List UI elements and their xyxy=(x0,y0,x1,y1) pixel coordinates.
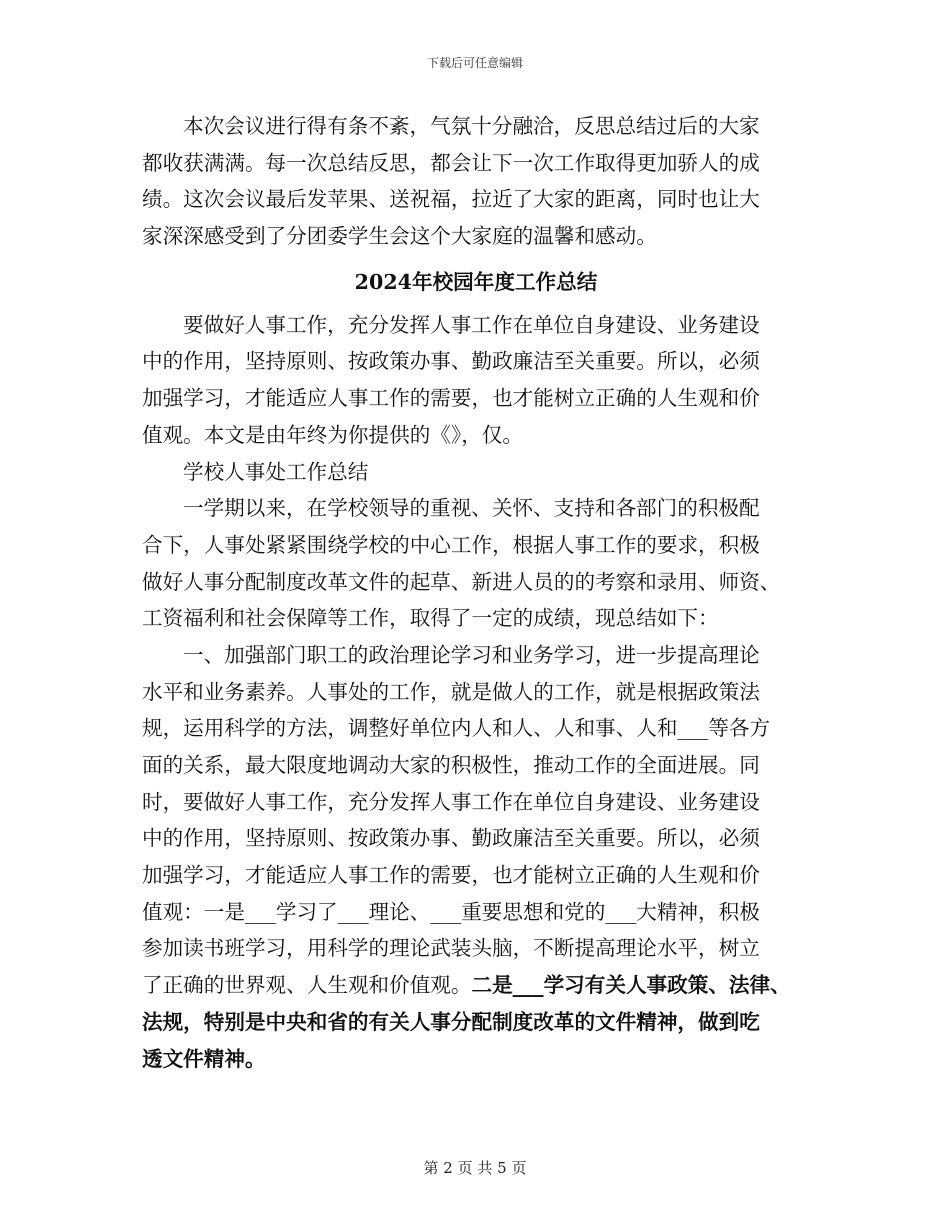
text-line: 水平和业务素养。人事处的工作，就是做人的工作，就是根据政策法 xyxy=(142,679,760,704)
text-line: 家深深感受到了分团委学生会这个大家庭的温馨和感动。 xyxy=(142,224,657,249)
text-line: 时，要做好人事工作，充分发挥人事工作在单位自身建设、业务建设 xyxy=(142,789,760,814)
paragraph-1 xyxy=(142,108,810,255)
text-line: 中的作用，坚持原则、按政策办事、勤政廉洁至关重要。所以，必须 xyxy=(142,349,760,374)
text-line: 都收获满满。每一次总结反思，都会让下一次工作取得更加骄人的成 xyxy=(142,150,760,175)
text-line: 要做好人事工作，充分发挥人事工作在单位自身建设、业务建设 xyxy=(183,312,760,337)
text-line: 参加读书班学习，用科学的理论武装头脑，不断提高理论水平，树立 xyxy=(142,936,760,961)
section-subheading: 学校人事处工作总结 xyxy=(183,459,369,484)
text-line: 加强学习，才能适应人事工作的需要，也才能树立正确的人生观和价 xyxy=(142,386,760,411)
text-line: 中的作用，坚持原则、按政策办事、勤政廉洁至关重要。所以，必须 xyxy=(142,826,760,851)
paragraph-5-bold xyxy=(142,1004,810,1077)
text-line: 透文件精神。 xyxy=(142,1046,266,1071)
text-line: 面的关系，最大限度地调动大家的积极性，推动工作的全面进展。同 xyxy=(142,753,760,777)
text-line: 本次会议进行得有条不紊，气氛十分融洽，反思总结过后的大家 xyxy=(183,114,760,138)
text-line: 绩。这次会议最后发苹果、送祝福，拉近了大家的距离，同时也让大 xyxy=(142,187,760,212)
text-line: 一、加强部门职工的政治理论学习和业务学习，进一步提高理论 xyxy=(183,642,760,667)
paragraph-3 xyxy=(142,490,810,637)
text-line: 一学期以来，在学校领导的重视、关怀、支持和各部门的积极配 xyxy=(183,496,760,521)
bold-text: 二是___学习有关人事政策、法律、 xyxy=(471,973,791,998)
text-line: 法规，特别是中央和省的有关人事分配制度改革的文件精神，做到吃 xyxy=(142,1009,760,1034)
text-line: 值观。本文是由年终为你提供的《》，仅。 xyxy=(142,422,523,447)
text-line: 工资福利和社会保障等工作，取得了一定的成绩，现总结如下： xyxy=(142,606,719,631)
text-line: 做好人事分配制度改革文件的起草、新进人员的的考察和录用、师资、 xyxy=(142,569,781,594)
text-line-mixed xyxy=(142,967,810,1004)
document-title: 2024年校园年度工作总结 xyxy=(354,269,598,294)
document-body xyxy=(142,108,810,1077)
paragraph-2 xyxy=(142,307,810,454)
text-line: 值观：一是___学习了___理论、___重要思想和党的___大精神，积极 xyxy=(142,899,760,924)
page-number: 第 2 页 共 5 页 xyxy=(423,1159,527,1177)
paragraph-4 xyxy=(142,637,810,1004)
page-header: 下载后可任意编辑 xyxy=(426,56,523,70)
plain-text: 了正确的世界观、人生观和价值观。 xyxy=(142,973,472,998)
text-line: 合下，人事处紧紧围绕学校的中心工作，根据人事工作的要求，积极 xyxy=(142,532,760,557)
text-line: 加强学习，才能适应人事工作的需要，也才能树立正确的人生观和价 xyxy=(142,863,760,888)
text-line: 规，运用科学的方法，调整好单位内人和人、人和事、人和___等各方 xyxy=(142,716,771,741)
